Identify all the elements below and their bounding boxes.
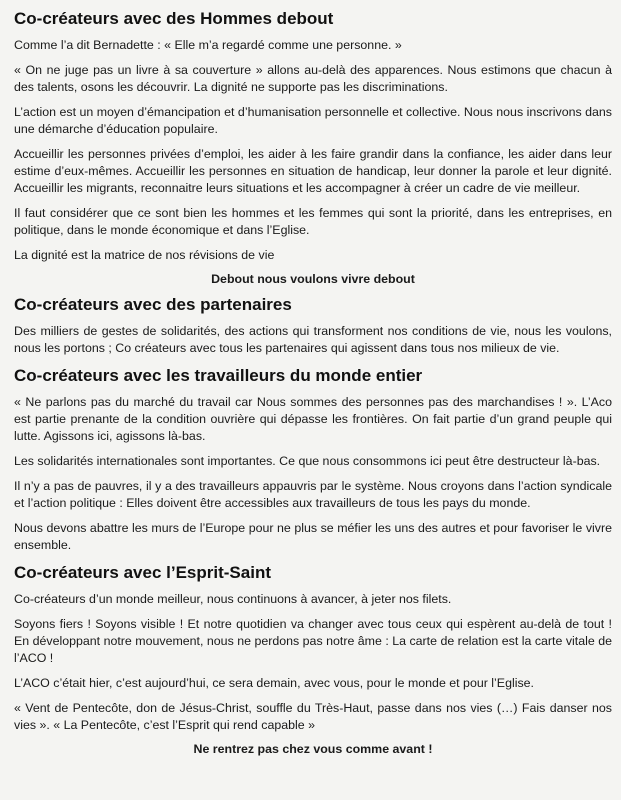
- paragraph: Les solidarités internationales sont importantes. Ce que nous consommons ici peut être destructeur là-bas.: [14, 454, 601, 468]
- paragraph: Il faut considérer que ce sont bien les hommes et les femmes qui sont la priorité, dans les entreprises, en politique, dans le monde économique et dans l’Eglise.: [14, 206, 612, 237]
- section-partenaires: [14, 294, 612, 357]
- paragraph: « Vent de Pentecôte, don de Jésus-Christ, souffle du Très-Haut, passe dans nos vies (…) Fais danser nos vies ». « La Pentecôte, c’est l’Esprit qui rend capable »: [14, 701, 612, 732]
- paragraph: « Ne parlons pas du marché du travail car Nous sommes des personnes pas des marchandises ! ». L’Aco est partie prenante de la condition ouvrière qui dépasse les frontières. On fait partie d’un grand peuple qui lutte. Agissons ici, agissons là-bas.: [14, 395, 612, 443]
- section-esprit-saint: [14, 562, 612, 756]
- paragraph: La dignité est la matrice de nos révisions de vie: [14, 248, 275, 262]
- closing-line: Ne rentrez pas chez vous comme avant !: [193, 742, 433, 756]
- paragraph: Des milliers de gestes de solidarités, des actions qui transforment nos conditions de vie, nous les voulons, nous les portons ; Co créateurs avec tous les partenaires qui agissent dans tous nos milieux de vie.: [14, 324, 612, 355]
- paragraph: Co-créateurs d’un monde meilleur, nous continuons à avancer, à jeter nos filets.: [14, 592, 452, 606]
- section-title: Co-créateurs avec des Hommes debout: [14, 9, 334, 28]
- paragraph: Il n’y a pas de pauvres, il y a des travailleurs appauvris par le système. Nous croyons dans l’action syndicale et l’action politique : Elles doivent être accessibles aux travailleurs de tous les pays du monde.: [14, 479, 612, 510]
- section-travailleurs: [14, 365, 612, 554]
- paragraph: L’action est un moyen d’émancipation et d’humanisation personnelle et collective. Nous nous inscrivons dans une démarche d’éducation populaire.: [14, 105, 612, 136]
- paragraph: L’ACO c’était hier, c’est aujourd’hui, ce sera demain, avec vous, pour le monde et pour l’Eglise.: [14, 676, 534, 690]
- paragraph: « On ne juge pas un livre à sa couverture » allons au-delà des apparences. Nous estimons que chacun à des talents, osons les découvrir. La dignité ne supporte pas les discriminations.: [14, 63, 612, 94]
- section-title: Co-créateurs avec l’Esprit-Saint: [14, 563, 271, 582]
- section-title: Co-créateurs avec des partenaires: [14, 295, 292, 314]
- paragraph: Nous devons abattre les murs de l’Europe pour ne plus se méfier les uns des autres et pour favoriser le vivre ensemble.: [14, 521, 612, 552]
- section-title: Co-créateurs avec les travailleurs du monde entier: [14, 366, 423, 385]
- closing-line: Debout nous voulons vivre debout: [211, 272, 415, 286]
- paragraph: Soyons fiers ! Soyons visible ! Et notre quotidien va changer avec tous ceux qui espèrent au-delà de tout ! En développant notre mouvement, nous ne perdons pas notre âme : La carte de relation est la carte vitale de l’ACO !: [14, 617, 612, 665]
- paragraph: Accueillir les personnes privées d’emploi, les aider à les faire grandir dans la confiance, les aider dans leur estime d’eux-mêmes. Accueillir les personnes en situation de handicap, leur donner la parole et leur dignité. Accueillir les migrants, reconnaitre leurs situations et les accompagner à créer un cadre de vie meilleur.: [14, 147, 612, 195]
- paragraph: Comme l’a dit Bernadette : « Elle m’a regardé comme une personne. »: [14, 38, 402, 52]
- section-hommes-debout: [14, 8, 612, 286]
- document-body: [14, 8, 612, 764]
